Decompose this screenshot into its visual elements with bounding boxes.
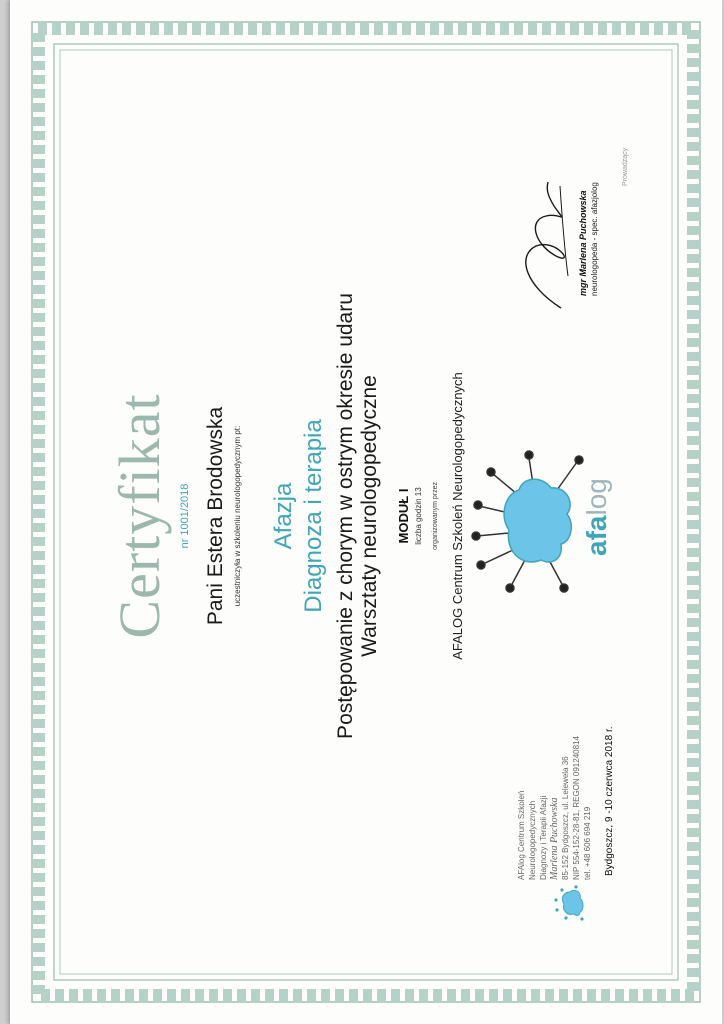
hours-count: liczba godzin 13 [414, 487, 423, 545]
certificate-content [86, 96, 646, 936]
certificate-title: Certyfikat [107, 393, 172, 639]
module-label: MODUŁ I [396, 488, 411, 544]
brain-logo-icon [471, 448, 591, 598]
signatory-role: neurologopeda - spec. afazjolog [590, 182, 599, 296]
stamp-line-5: NIP 554-152-28-81, REGON 091240814 [572, 736, 581, 880]
logo-brand-part2: log [581, 478, 612, 516]
logo-wordmark [581, 478, 613, 556]
participation-text: uczestniczyła w szkoleniu neurologopedycznym pt: [233, 425, 242, 607]
stamp-text [516, 714, 593, 880]
organized-by-label: organizowanym przez [432, 481, 439, 551]
certificate-number: nr 1001/2018 [179, 483, 191, 549]
signatory-name: mgr Marlena Puchowska [578, 190, 588, 296]
course-topic: Postępowanie z chorym w ostrym okresie udaru [334, 293, 357, 739]
issue-date: Bydgoszcz, 9 -10 czerwca 2018 r. [604, 726, 615, 876]
stamp-line-2: Diagnozy i Terapii Afazji [539, 795, 548, 880]
certificate-page [10, 0, 722, 1024]
recipient-name: Pani Estera Brodowska [204, 406, 227, 626]
stamp-line-4: 85-152 Bydgoszcz, ul. Lelewela 36 [561, 756, 570, 880]
organizer-name: AFALOG Centrum Szkoleń Neurologopedycznych [450, 372, 465, 660]
stamp-line-3: Marlena Puchowska [549, 797, 560, 880]
organization-stamp [516, 714, 606, 924]
presenter-label: Prowadzący [622, 147, 629, 186]
stamp-line-6: tel. +48 606 694 219 [583, 806, 592, 880]
handwritten-signature-icon [506, 176, 586, 316]
workshop-type: Warsztaty neurologopedyczne [358, 375, 381, 657]
logo-brand-part1: afa [581, 515, 612, 556]
course-subtitle: Diagnoza i terapia [300, 419, 327, 613]
stamp-line-1: AFAlog Centrum Szkoleń Neurologopedycznych [517, 790, 537, 880]
course-name: Afazja [270, 482, 297, 550]
small-brain-logo-icon [552, 884, 592, 924]
